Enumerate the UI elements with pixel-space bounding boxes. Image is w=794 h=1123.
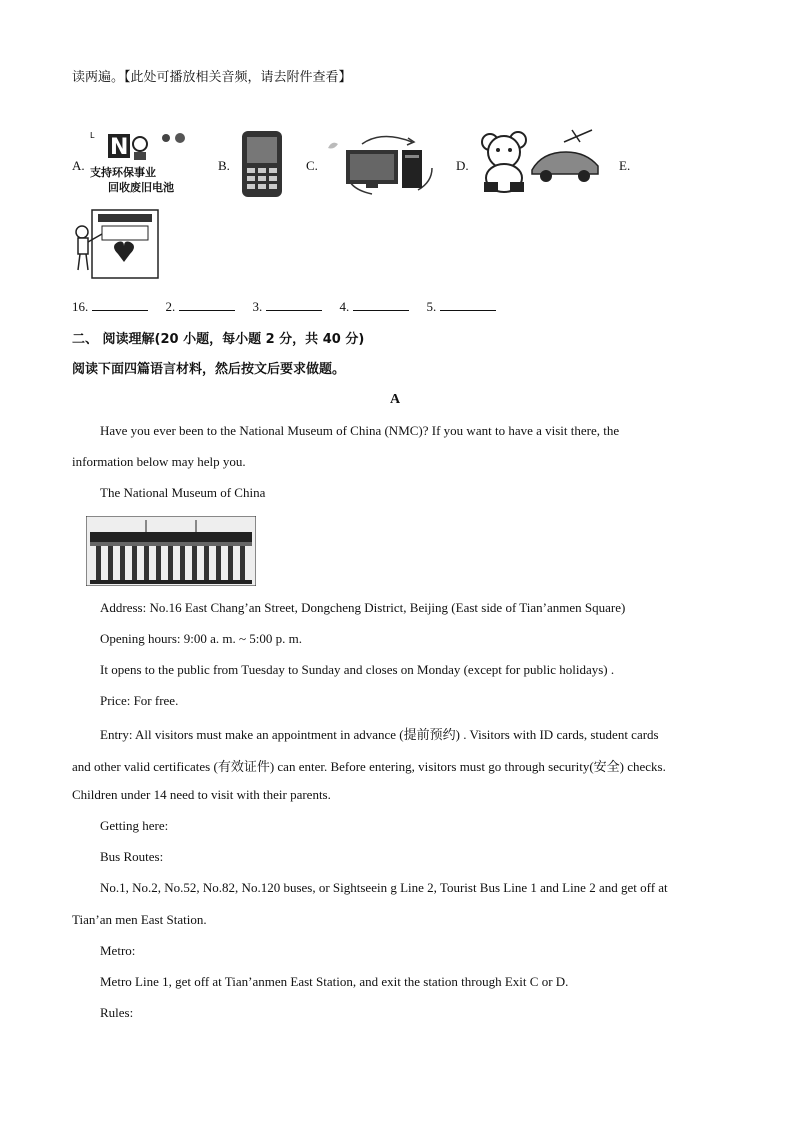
teddy-bear-and-toy-car-icon	[476, 128, 602, 196]
answer-blanks-row	[72, 298, 510, 315]
donation-box-icon	[72, 208, 162, 280]
section-title: 二、 阅读理解(20 小题，每小题 2 分，共 40 分)	[72, 332, 365, 347]
option-c-label: C.	[306, 158, 318, 173]
svg-text:N: N	[110, 135, 129, 160]
paragraph-intro-line-2: information below may help you.	[72, 454, 246, 469]
computer-icon	[322, 128, 438, 196]
option-e-label: E.	[619, 158, 631, 173]
option-a-label: A.	[72, 158, 85, 173]
getting-here-heading: Getting here:	[100, 818, 169, 833]
metro-line: Metro Line 1, get off at Tian’anmen East Station, and exit the station through Exit C or D.	[100, 974, 569, 989]
entry-line-3: Children under 14 need to visit with their parents.	[72, 787, 331, 802]
option-a-caption-1: 支持环保事业	[90, 166, 156, 179]
answer-blank-4[interactable]: 4.	[340, 298, 410, 315]
option-d-image	[476, 128, 602, 196]
intro-line: 读两遍。【此处可播放相关音频，请去附件查看】	[72, 70, 352, 85]
option-d-label: D.	[456, 158, 469, 173]
opening-hours-line: Opening hours: 9:00 a. m. ~ 5:00 p. m.	[100, 631, 303, 646]
rules-heading: Rules:	[100, 1005, 134, 1020]
price-line: Price: For free.	[100, 693, 179, 708]
bus-routes-heading: Bus Routes:	[100, 849, 164, 864]
option-b-label: B.	[218, 158, 230, 173]
museum-photo	[86, 516, 256, 586]
answer-blank-1[interactable]: 16.	[72, 298, 148, 315]
address-line: Address: No.16 East Chang’an Street, Dongcheng District, Beijing (East side of Tian’anmen Square)	[100, 600, 626, 615]
option-a-caption-2: 回收废旧电池	[108, 181, 174, 194]
svg-text:L: L	[90, 131, 95, 140]
opening-days-line: It opens to the public from Tuesday to Sunday and closes on Monday (except for public holidays) .	[100, 662, 615, 677]
bus-routes-line-1: No.1, No.2, No.52, No.82, No.120 buses, or Sightseein g Line 2, Tourist Bus Line 1 and Line 2 and get off at	[100, 880, 668, 895]
option-a-image	[86, 128, 196, 194]
museum-title: The National Museum of China	[100, 485, 266, 500]
passage-letter: A	[390, 392, 401, 407]
option-b-image	[238, 130, 286, 198]
section-instruction: 阅读下面四篇语言材料，然后按文后要求做题。	[72, 362, 346, 377]
answer-blank-5[interactable]: 5.	[427, 298, 497, 315]
entry-line-1: Entry: All visitors must make an appointment in advance (提前预约) . Visitors with ID cards, student cards	[100, 727, 659, 742]
answer-blank-3[interactable]: 3.	[253, 298, 323, 315]
option-e-image	[72, 208, 162, 280]
entry-line-2: and other valid certificates (有效证件) can enter. Before entering, visitors must go through security(安全) checks.	[72, 759, 666, 774]
bus-routes-line-2: Tian’an men East Station.	[72, 912, 207, 927]
metro-heading: Metro:	[100, 943, 136, 958]
museum-building-image	[86, 516, 256, 586]
option-c-image	[322, 128, 438, 196]
paragraph-intro-line-1: Have you ever been to the National Museum of China (NMC)? If you want to have a visit there, the	[100, 423, 620, 438]
answer-blank-2[interactable]: 2.	[166, 298, 236, 315]
mobile-phone-icon	[238, 130, 286, 198]
